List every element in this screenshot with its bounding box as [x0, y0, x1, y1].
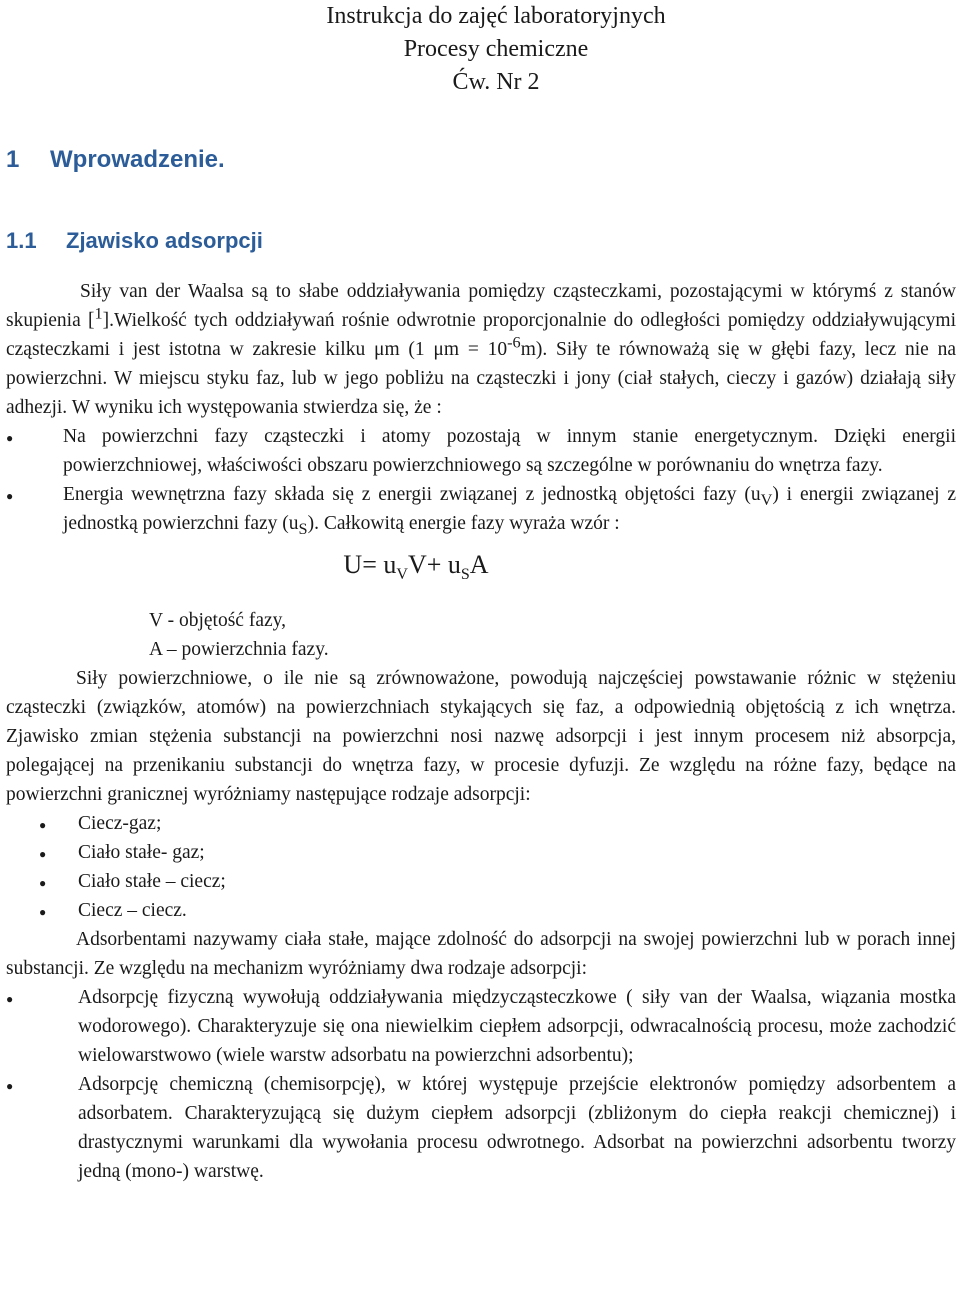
header-subject: Procesy chemiczne [403, 36, 589, 62]
list-item [6, 867, 956, 896]
subsection-number: 1.1 [6, 228, 37, 253]
list-item [6, 896, 956, 925]
bullet-list-adsorption-mechanisms [6, 983, 956, 1186]
subsection-title: Zjawisko adsorpcji [66, 228, 263, 253]
energy-formula [6, 548, 956, 582]
text-run: ].Wielkość tych oddziaływań rośnie odwrotnie proporcjonalnie do odległości pomiędzy oddziaływującymi cząsteczkami i jest istotna w zakresie kilku μm (1 μm = 10 [6, 310, 957, 360]
subscript: S [298, 519, 308, 538]
list-item-text: Ciecz-gaz; [78, 813, 162, 834]
list-item-text: Ciecz – ciecz. [78, 900, 187, 921]
reference-number: 1 [94, 304, 103, 323]
formula-subscript: S [460, 566, 470, 584]
paragraph-van-der-waals [6, 277, 956, 422]
list-item-text: Adsorpcję fizyczną wywołują oddziaływania międzycząsteczkowe ( siły van der Waalsa, wiązania mostka wodorowego). Charakteryzuje się ona niewielkim ciepłem adsorpcji, odwracalnością procesu, może zachodzić wielowarstwowo (wiele warstw adsorbatu na powierzchni adsorbentu); [78, 987, 956, 1066]
section-heading-introduction [6, 145, 956, 175]
list-item-text: Na powierzchni fazy cząsteczki i atomy pozostają w innym stanie energetycznym. Dzięki energii powierzchniowej, właściwości obszaru powierzchniowego są szczególne w porównaniu do wnętrza fazy. [63, 426, 956, 476]
header-title: Instrukcja do zajęć laboratoryjnych [326, 3, 666, 29]
bullet-icon [39, 809, 46, 840]
section-number: 1 [6, 146, 20, 173]
bullet-icon [6, 1070, 13, 1101]
formula-part: U= u [343, 550, 397, 579]
list-item-text: Adsorpcję chemiczną (chemisorpcję), w której występuje przejście elektronów pomiędzy adsorbentem a adsorbatem. Charakteryzującą się dużym ciepłem adsorpcji (zbliżonym do ciepła reakcji chemicznej) i drastycznymi warunkami dla wywołania procesu odwrotnego. Adsorbat na powierzchni adsorbentu tworzy jedną (mono-) warstwę. [78, 1074, 956, 1182]
formula-part: A [469, 550, 489, 579]
list-item [6, 480, 956, 538]
list-item-text: Ciało stałe- gaz; [78, 842, 205, 863]
section-title: Wprowadzenie. [50, 146, 225, 173]
bullet-icon [6, 422, 13, 453]
formula-part: V+ u [407, 550, 461, 579]
document-header [6, 0, 956, 99]
list-item [6, 1070, 956, 1186]
bullet-list-adsorption-types [6, 809, 956, 925]
bullet-icon [6, 983, 13, 1014]
bullet-icon [39, 838, 46, 869]
legend-line: A – powierzchnia fazy. [149, 639, 329, 660]
header-exercise-number: Ćw. Nr 2 [452, 69, 540, 95]
list-item-text: ). Całkowitą energie fazy wyraża wzór : [307, 513, 620, 534]
list-item [6, 809, 956, 838]
subsection-heading-adsorption [6, 227, 956, 255]
bullet-icon [39, 867, 46, 898]
bullet-icon [39, 896, 46, 927]
list-item-text: ) i energii związanej z jednostką powierzchni fazy (u [63, 484, 957, 534]
text-run: m). Siły te równoważą się w głębi fazy, lecz nie na powierzchni. W miejscu styku faz, lub w jego pobliżu na cząsteczki i jony (ciał stałych, cieczy i gazów) działają siły adhezji. W wyniku ich występowania stwierdza się, że : [6, 339, 957, 418]
list-item-text: Ciało stałe – ciecz; [78, 871, 226, 892]
legend-line: V - objętość fazy, [149, 610, 286, 631]
list-item-text: Energia wewnętrzna fazy składa się z energii związanej z jednostką objętości fazy (u [63, 484, 761, 505]
formula-subscript: V [396, 566, 408, 584]
paragraph-adsorbents: Adsorbentami nazywamy ciała stałe, mające zdolność do adsorpcji na swojej powierzchni lub w porach innej substancji. Ze względu na mechanizm wyróżniamy dwa rodzaje adsorpcji: [6, 929, 956, 979]
list-item [6, 983, 956, 1070]
list-item [6, 422, 956, 480]
list-item [6, 838, 956, 867]
formula-legend [6, 606, 956, 664]
text-run: Siły van der Waalsa są to słabe oddziaływania pomiędzy cząsteczkami, pozostającymi w którymś z stanów skupienia [ [6, 281, 956, 331]
bullet-icon [6, 480, 13, 511]
exponent: -6 [507, 333, 521, 352]
bullet-list-surface-effects [6, 422, 956, 538]
subscript: V [760, 490, 773, 509]
paragraph-surface-forces: Siły powierzchniowe, o ile nie są zrównoważone, powodują najczęściej powstawanie różnic w stężeniu cząsteczki (związków, atomów) na powierzchniach stykających się faz, a odpowiednią objętością z ich wnętrza. Zjawisko zmian stężenia substancji na powierzchni nosi nazwę adsorpcji i jest innym procesem niż absorpcja, polegającej na przenikaniu substancji do wnętrza fazy, w procesie dyfuzji. Ze względu na różne fazy, będące na powierzchni granicznej wyróżniamy następujące rodzaje adsorpcji: [6, 668, 956, 805]
